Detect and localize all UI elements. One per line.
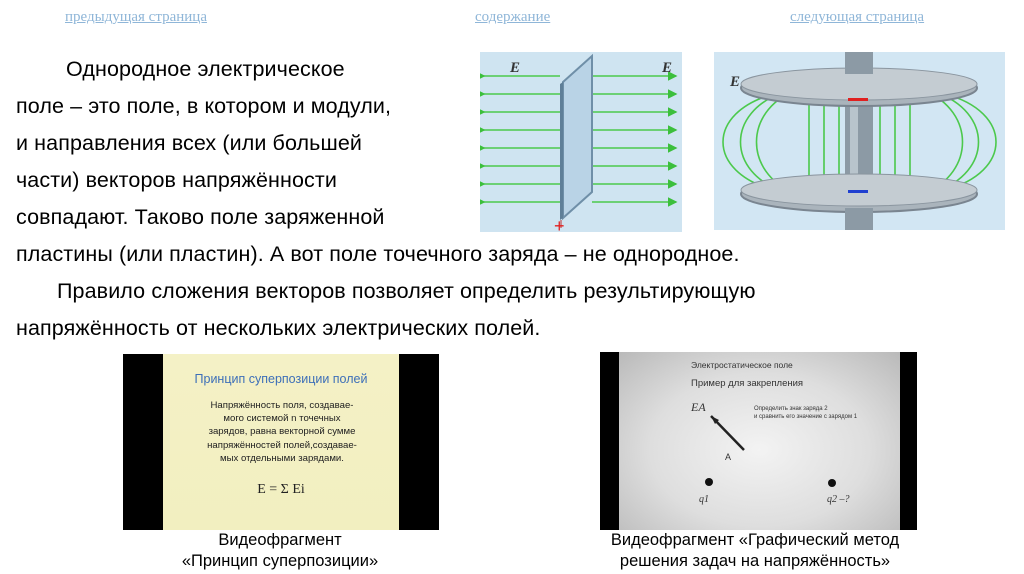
next-page-link[interactable]: следующая страница [790,9,925,25]
capacitor-field-figure [714,52,1005,230]
video-caption-1: Видеофрагмент «Принцип суперпозиции» [181,531,379,570]
charge-q2 [828,479,836,487]
charged-plate [563,56,592,218]
point-a-label: A [725,452,732,462]
prev-page-link[interactable]: предыдущая страница [65,9,207,25]
text-line-5: совпадают. Таково поле заряженной [16,205,385,229]
task-line-1: Определить знак заряда 2 [754,406,828,412]
video-subheader: Пример для закрепления [691,378,804,389]
contents-link[interactable]: содержание [475,9,551,25]
negative-charge-mark [848,190,868,193]
q2-label: q2 –? [827,494,850,505]
video-header: Электростатическое поле [691,360,793,370]
field-label: E [730,74,741,90]
video-frame [163,354,399,530]
plus-sign: + [554,216,565,232]
video-body: Напряжённость поля, создавае- мого системой n точечных зарядов, равна векторной сумме напряжённостей полей,создавае- мых отдельными зарядами. [207,400,357,464]
text-line-4: части) векторов напряжённости [16,168,337,192]
text-line-3: и направления всех (или большей [16,131,362,155]
video-frame [619,352,900,530]
q1-label: q1 [699,494,709,505]
text-line-2: поле – это поле, в котором и модули, [16,94,392,118]
task-line-2: и сравнить его значение с зарядом 1 [754,414,858,420]
video-graphic-method[interactable] [600,352,917,530]
field-label-left: E [510,60,521,76]
video-title: Принцип суперпозиции полей [194,372,368,386]
positive-charge-mark [848,98,868,101]
video-caption-2: Видеофрагмент «Графический метод решения задач на напряжённость» [610,531,900,570]
charged-plate-figure [480,52,682,232]
vector-label: EA [691,400,706,414]
text-line-8: напряжённость от нескольких электрических полей. [16,316,541,340]
superposition-formula: E = Σ Ei [257,482,305,497]
charge-q1 [705,478,713,486]
text-line-7: Правило сложения векторов позволяет определить результирующую [57,279,756,303]
text-line-1: Однородное электрическое [66,57,345,81]
video-superposition[interactable] [123,354,439,530]
field-label-right: E [662,60,673,76]
text-line-6: пластины (или пластин). А вот поле точечного заряда – не однородное. [16,242,740,266]
